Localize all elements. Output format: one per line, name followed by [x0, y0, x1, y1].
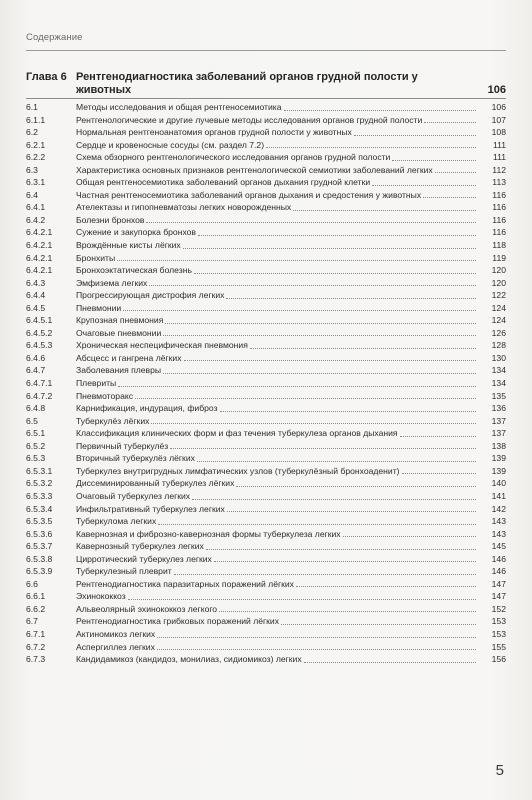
dot-leader — [304, 653, 476, 663]
dot-leader — [198, 226, 476, 236]
dot-leader — [184, 352, 477, 362]
toc-entry-number: 6.4.5 — [26, 302, 46, 313]
header-rule — [26, 50, 506, 51]
toc-entry-page: 112 — [492, 164, 506, 175]
toc-entry — [26, 452, 506, 465]
toc-entry — [26, 151, 506, 164]
chapter-title: Рентгенодиагностика заболеваний органов грудной полости у животных — [76, 71, 418, 96]
toc-entry — [26, 314, 506, 327]
toc-entry-title-wrap — [76, 226, 478, 239]
toc-entry-title: Кавернозный туберкулез легких — [76, 541, 204, 552]
toc-entry-title: Туберкулез внутригрудных лимфатических узлов (туберкулёзный бронхоаденит) — [76, 465, 400, 476]
toc-entry-title-wrap — [76, 139, 478, 152]
toc-entry-title: Хроническая неспецифическая пневмония — [76, 340, 248, 351]
toc-entry-title: Кавернозная и фиброзно-кавернозная формы туберкулеза легких — [76, 528, 341, 539]
toc-entry-title-wrap — [76, 189, 478, 202]
toc-entry-number: 6.4.2.1 — [26, 265, 53, 276]
toc-entry-title: Аспергиллез легких — [76, 641, 155, 652]
dot-leader — [214, 553, 476, 563]
dot-leader — [423, 189, 476, 199]
toc-entry-page: 124 — [491, 302, 506, 313]
toc-entry-number: 6.7.2 — [26, 641, 46, 652]
toc-entry-number: 6.5.3.6 — [26, 528, 53, 539]
toc-entry-page: 152 — [491, 603, 506, 614]
toc-entry-title: Эмфизема легких — [76, 277, 148, 288]
toc-entry-title: Альвеолярный эхинококкоз легкого — [76, 603, 218, 614]
toc-entry-page: 116 — [492, 214, 506, 225]
toc-entry — [26, 641, 506, 654]
toc-entry-page: 111 — [492, 152, 506, 163]
toc-entry-title-wrap — [76, 214, 478, 227]
toc-entry-title-wrap — [76, 114, 478, 127]
toc-entry-title: Крупозная пневмония — [76, 315, 164, 326]
toc-entry — [26, 264, 506, 277]
toc-entry-title-wrap — [76, 352, 478, 365]
toc-entry-title-wrap — [76, 164, 478, 177]
dot-leader — [163, 364, 476, 374]
toc-entry-number: 6.4.5.3 — [26, 340, 53, 351]
toc-entry-page: 143 — [491, 516, 506, 527]
toc-entry — [26, 126, 506, 139]
dot-leader — [117, 252, 476, 262]
toc-entry-title: Очаговый туберкулез легких — [76, 490, 191, 501]
toc-entry-title-wrap — [76, 515, 478, 528]
toc-entry-title: Рентгенодиагностика грибковых поражений лёгких — [76, 616, 280, 627]
dot-leader — [266, 139, 476, 149]
toc-entry-title: Эхинококкоз — [76, 591, 126, 602]
toc-entry-number: 6.5.3.1 — [26, 465, 53, 476]
dot-leader — [118, 377, 476, 387]
toc-entry-title: Нормальная рентгеноанатомия органов грудной полости у животных — [76, 127, 352, 138]
toc-entry-page: 126 — [491, 327, 506, 338]
chapter-number: Глава 6 — [26, 71, 67, 83]
toc-entry-page: 142 — [491, 503, 506, 514]
toc-entry-number: 6.5.3.3 — [26, 490, 53, 501]
toc-entry-number: 6.4.5.1 — [26, 315, 53, 326]
toc-entry-page: 147 — [491, 591, 506, 602]
toc-entry — [26, 239, 506, 252]
toc-entry-title-wrap — [76, 402, 478, 415]
toc-entry-title: Вторичный туберкулёз лёгких — [76, 453, 195, 464]
toc-entry-number: 6.1.1 — [26, 114, 46, 125]
toc-entry-page: 137 — [491, 415, 506, 426]
toc-entry-number: 6.4.7.2 — [26, 390, 53, 401]
toc-entry-title: Ателектазы и гипопневматозы легких новорожденных — [76, 202, 292, 213]
toc-entry — [26, 302, 506, 315]
toc-entry — [26, 615, 506, 628]
dot-leader — [170, 440, 476, 450]
dot-leader — [194, 264, 476, 274]
toc-entry — [26, 440, 506, 453]
toc-entry-number: 6.5.3.5 — [26, 516, 53, 527]
toc-entry-number: 6.4.2.1 — [26, 240, 53, 251]
toc-entry-number: 6.6 — [26, 578, 38, 589]
toc-entry-title-wrap — [76, 641, 478, 654]
toc-entry-page: 136 — [491, 403, 506, 414]
toc-entry — [26, 528, 506, 541]
dot-leader — [158, 515, 476, 525]
toc-entry — [26, 114, 506, 127]
toc-entry-title-wrap — [76, 390, 478, 403]
toc-entry-title-wrap — [76, 477, 478, 490]
dot-leader — [197, 452, 476, 462]
toc-entry — [26, 402, 506, 415]
toc-entry-title-wrap — [76, 440, 478, 453]
toc-entry-page: 107 — [491, 114, 506, 125]
dot-leader — [135, 390, 476, 400]
toc-entry-number: 6.4.6 — [26, 352, 46, 363]
dot-leader — [123, 302, 476, 312]
toc-entry — [26, 390, 506, 403]
toc-entry-number: 6.6.2 — [26, 603, 46, 614]
toc-entry-page: 124 — [491, 315, 506, 326]
toc-entry-title-wrap — [76, 415, 478, 428]
dot-leader — [227, 503, 476, 513]
toc-entry-title-wrap — [76, 151, 478, 164]
toc-entry-number: 6.5.3.2 — [26, 478, 53, 489]
toc-entry-number: 6.4.1 — [26, 202, 46, 213]
toc-entry-page: 119 — [492, 252, 506, 263]
toc-entry-title-wrap — [76, 427, 478, 440]
toc-entry-page: 147 — [491, 578, 506, 589]
toc-entry — [26, 540, 506, 553]
toc-entry — [26, 164, 506, 177]
toc-entry-page: 116 — [492, 227, 506, 238]
toc-entry-title: Частная рентгеносемиотика заболеваний органов дыхания и средостения у животных — [76, 189, 422, 200]
dot-leader — [220, 402, 476, 412]
dot-leader — [174, 565, 476, 575]
toc-entry — [26, 289, 506, 302]
toc-entry-page: 146 — [491, 553, 506, 564]
toc-entry-number: 6.4.2.1 — [26, 227, 53, 238]
toc-entry-number: 6.4.2.1 — [26, 252, 53, 263]
toc-entry-title-wrap — [76, 528, 478, 541]
toc-entry-title-wrap — [76, 465, 478, 478]
toc-entry-title: Пневмоторакс — [76, 390, 134, 401]
toc-entry — [26, 565, 506, 578]
dot-leader — [149, 277, 476, 287]
toc-entry-title: Карнификация, индурация, фиброз — [76, 403, 218, 414]
toc-entry-title: Сердце и кровеносные сосуды (см. раздел 7.2) — [76, 139, 265, 150]
dot-leader — [226, 289, 476, 299]
toc-entry-title-wrap — [76, 327, 478, 340]
toc-entry-page: 130 — [491, 352, 506, 363]
toc-entry-number: 6.4.5.2 — [26, 327, 53, 338]
dot-leader — [392, 151, 476, 161]
dot-leader — [151, 415, 476, 425]
toc-entry-number: 6.7 — [26, 616, 38, 627]
toc-entry-page: 141 — [491, 490, 506, 501]
dot-leader — [250, 339, 476, 349]
toc-entry — [26, 189, 506, 202]
toc-entry-title-wrap — [76, 101, 478, 114]
toc-entry-number: 6.2.2 — [26, 152, 46, 163]
toc-entry-page: 122 — [491, 290, 506, 301]
toc-entry — [26, 101, 506, 114]
toc-entry-page: 134 — [491, 365, 506, 376]
toc-entry-page: 135 — [491, 390, 506, 401]
toc-entry-title-wrap — [76, 653, 478, 666]
toc-entry-title: Рентгенодиагностика паразитарных поражений лёгких — [76, 578, 294, 589]
toc-entry — [26, 477, 506, 490]
toc-entry-page: 138 — [491, 440, 506, 451]
toc-entry-title-wrap — [76, 302, 478, 315]
toc-entry-title-wrap — [76, 490, 478, 503]
dot-leader — [281, 615, 476, 625]
dot-leader — [183, 239, 476, 249]
toc-entry-title: Классификация клинических форм и фаз течения туберкулеза органов дыхания — [76, 428, 398, 439]
toc-entry-page: 145 — [491, 541, 506, 552]
toc-entry — [26, 176, 506, 189]
toc-entry-number: 6.5.3.8 — [26, 553, 53, 564]
dot-leader — [157, 641, 476, 651]
toc-entry-title: Методы исследования и общая рентгеносемиотика — [76, 102, 282, 112]
toc-entry-title: Диссеминированный туберкулез лёгких — [76, 478, 235, 489]
toc-entry-page: 108 — [491, 127, 506, 138]
toc-entry — [26, 339, 506, 352]
dot-leader — [343, 528, 476, 538]
toc-entry-title: Очаговые пневмонии — [76, 327, 162, 338]
toc-entry-title: Общая рентгеносемиотика заболеваний органов дыхания грудной клетки — [76, 177, 371, 188]
dot-leader — [400, 427, 476, 437]
toc-entry — [26, 553, 506, 566]
toc-entry-page: 140 — [491, 478, 506, 489]
dot-leader — [354, 126, 476, 136]
toc-entry-number: 6.7.1 — [26, 628, 46, 639]
toc-entry-title-wrap — [76, 615, 478, 628]
dot-leader — [435, 164, 476, 174]
toc-entry-number: 6.5.1 — [26, 428, 46, 439]
toc-entry — [26, 490, 506, 503]
toc-entry-page: 113 — [492, 177, 506, 188]
toc-entry — [26, 503, 506, 516]
toc-entry — [26, 214, 506, 227]
toc-entry — [26, 327, 506, 340]
toc-entry-title: Сужение и закупорка бронхов — [76, 227, 197, 238]
toc-entry-title: Пневмонии — [76, 302, 122, 313]
toc-entry-title-wrap — [76, 452, 478, 465]
dot-leader — [296, 578, 476, 588]
toc-entry-title: Туберкулезный плеврит — [76, 566, 172, 577]
toc-entry-title: Цирротический туберкулез легких — [76, 553, 212, 564]
toc-entry-number: 6.3 — [26, 164, 38, 175]
toc-entry-title-wrap — [76, 239, 478, 252]
dot-leader — [219, 603, 476, 613]
toc-entry-title-wrap — [76, 553, 478, 566]
toc-entry-page: 146 — [491, 566, 506, 577]
toc-entry-title: Инфильтративный туберкулез легких — [76, 503, 225, 514]
toc-entry — [26, 515, 506, 528]
toc-entry-page: 155 — [491, 641, 506, 652]
toc-entry-number: 6.3.1 — [26, 177, 46, 188]
toc-entry-page: 128 — [491, 340, 506, 351]
running-head: Содержание — [26, 32, 83, 43]
toc-entry — [26, 427, 506, 440]
toc-entry-number: 6.7.3 — [26, 654, 46, 665]
page-number: 5 — [495, 762, 504, 779]
toc-entry-page: 120 — [491, 277, 506, 288]
toc-entry-title-wrap — [76, 590, 478, 603]
toc-entry-number: 6.2.1 — [26, 139, 46, 150]
toc-entry-title-wrap — [76, 578, 478, 591]
toc-entry-title: Кандидамикоз (кандидоз, монилиаз, сидиомикоз) легких — [76, 654, 302, 665]
toc-entry-number: 6.5.3.7 — [26, 541, 53, 552]
toc-entry-title: Заболевания плевры — [76, 365, 162, 376]
toc-entry — [26, 465, 506, 478]
toc-entry-title-wrap — [76, 377, 478, 390]
toc-entry-number: 6.1 — [26, 102, 38, 112]
toc-entry — [26, 139, 506, 152]
toc-entry-title-wrap — [76, 565, 478, 578]
toc-entry-number: 6.4.4 — [26, 290, 46, 301]
dot-leader — [236, 477, 476, 487]
toc-entry-page: 139 — [491, 465, 506, 476]
toc-entry-title-wrap — [76, 503, 478, 516]
toc-entry-page: 143 — [491, 528, 506, 539]
toc-entry-title-wrap — [76, 540, 478, 553]
toc-entry-title: Туберкулёз лёгких — [76, 415, 150, 426]
toc-entry-title: Первичный туберкулёз — [76, 440, 169, 451]
toc-entry-page: 118 — [492, 240, 506, 251]
dot-leader — [206, 540, 476, 550]
dot-leader — [163, 327, 476, 337]
toc-entry — [26, 377, 506, 390]
toc-entry — [26, 653, 506, 666]
toc-entry-title: Бронхоэктатическая болезнь — [76, 265, 192, 276]
toc-entry-title-wrap — [76, 126, 478, 139]
toc-entry-page: 134 — [491, 378, 506, 389]
toc-entry-number: 6.4.2 — [26, 214, 46, 225]
toc-entry-title-wrap — [76, 201, 478, 214]
toc-entry-title: Туберкулома легких — [76, 516, 157, 527]
toc-entry-title-wrap — [76, 252, 478, 265]
dot-leader — [146, 214, 476, 224]
toc-entry-title-wrap — [76, 364, 478, 377]
chapter-rule — [26, 98, 506, 99]
toc-entry-page: 120 — [491, 265, 506, 276]
toc-entry — [26, 415, 506, 428]
toc-entry-page: 156 — [491, 654, 506, 665]
toc-entry-page: 116 — [492, 202, 506, 213]
toc-entry-number: 6.5.3.4 — [26, 503, 53, 514]
toc-entry-title: Рентгенологические и другие лучевые методы исследования органов грудной полости — [76, 114, 423, 125]
toc-entry-page: 153 — [491, 628, 506, 639]
toc-entry — [26, 277, 506, 290]
toc-entry-page: 111 — [492, 139, 506, 150]
toc-entry-title-wrap — [76, 289, 478, 302]
toc-entry-title-wrap — [76, 339, 478, 352]
dot-leader — [192, 490, 476, 500]
toc-entry-page: 153 — [491, 616, 506, 627]
toc-entry-page: 106 — [491, 102, 506, 112]
toc-entry-page: 137 — [491, 428, 506, 439]
toc-entry-title: Болезни бронхов — [76, 214, 145, 225]
toc-entry-number: 6.6.1 — [26, 591, 46, 602]
dot-leader — [128, 590, 476, 600]
toc-entry-page: 116 — [492, 189, 506, 200]
toc-entry — [26, 252, 506, 265]
toc-entry-title: Плевриты — [76, 378, 117, 389]
toc-entry-number: 6.5.2 — [26, 440, 46, 451]
toc-entry-number: 6.5.3 — [26, 453, 46, 464]
toc-entry-title: Схема обзорного рентгенологического исследования органов грудной полости — [76, 152, 391, 163]
dot-leader — [402, 465, 476, 475]
toc-entry-title: Актиномикоз легких — [76, 628, 156, 639]
toc-entry — [26, 578, 506, 591]
toc-entry-number: 6.4 — [26, 189, 38, 200]
dot-leader — [424, 114, 476, 124]
dot-leader — [157, 628, 476, 638]
dot-leader — [165, 314, 476, 324]
toc-entry-number: 6.5 — [26, 415, 38, 426]
toc-entry-title: Прогрессирующая дистрофия легких — [76, 290, 225, 301]
toc-entry-title: Абсцесс и гангрена лёгких — [76, 352, 182, 363]
toc-entry — [26, 364, 506, 377]
toc-entry-number: 6.4.7 — [26, 365, 46, 376]
toc-list — [26, 101, 506, 666]
toc-entry — [26, 603, 506, 616]
toc-entry-title-wrap — [76, 628, 478, 641]
toc-entry-number: 6.4.3 — [26, 277, 46, 288]
toc-entry-title-wrap — [76, 277, 478, 290]
toc-entry — [26, 226, 506, 239]
dot-leader — [372, 176, 476, 186]
dot-leader — [293, 201, 476, 211]
toc-entry-title: Бронхиты — [76, 252, 116, 263]
toc-entry-page: 139 — [491, 453, 506, 464]
toc-entry-number: 6.5.3.9 — [26, 566, 53, 577]
toc-entry-title: Характеристика основных признаков рентгенологической семиотики заболеваний легких — [76, 164, 433, 175]
toc-entry — [26, 352, 506, 365]
toc-entry-title-wrap — [76, 176, 478, 189]
toc-entry-title-wrap — [76, 314, 478, 327]
toc-entry — [26, 201, 506, 214]
toc-entry-number: 6.2 — [26, 127, 38, 138]
toc-entry-number: 6.4.8 — [26, 403, 46, 414]
toc-entry — [26, 590, 506, 603]
toc-entry — [26, 628, 506, 641]
chapter-page: 106 — [487, 84, 506, 96]
toc-entry-title-wrap — [76, 603, 478, 616]
dot-leader — [284, 101, 477, 111]
toc-entry-number: 6.4.7.1 — [26, 378, 53, 389]
toc-entry-title: Врождённые кисты лёгких — [76, 240, 181, 251]
toc-entry-title-wrap — [76, 264, 478, 277]
